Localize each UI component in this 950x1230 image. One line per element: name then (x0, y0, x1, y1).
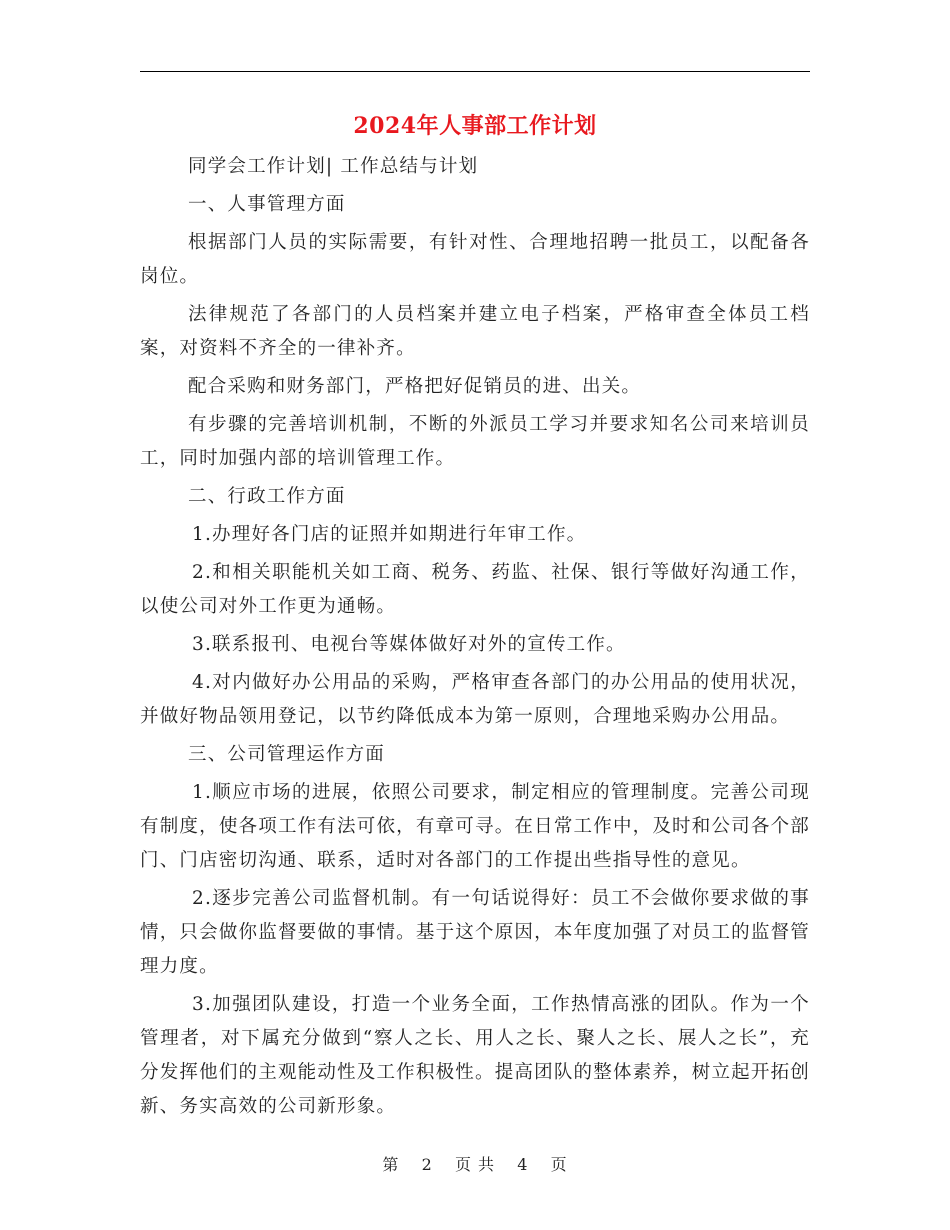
footer-mid: 页 共 (454, 1155, 496, 1174)
list-item: 1.办理好各门店的证照并如期进行年审工作。 (192, 524, 587, 545)
list-item: 3.加强团队建设，打造一个业务全面，工作热情高涨的团队。作为一个管理者，对下属充分做到“察人之长、用人之长、聚人之长、展人之长”，充分发挥他们的主观能动性及工作积极性。提高团队的整体素养，树立起开拓创新、务实高效的公司新形象。 (140, 994, 810, 1117)
current-page-number: 2 (421, 1155, 433, 1174)
document-body (140, 150, 810, 1128)
paragraph: 根据部门人员的实际需要，有针对性、合理地招聘一批员工，以配备各岗位。 (140, 232, 810, 287)
section-heading-management: 三、公司管理运作方面 (188, 744, 386, 765)
section-heading-admin: 二、行政工作方面 (188, 486, 346, 507)
page-footer (140, 1153, 810, 1177)
paragraph: 有步骤的完善培训机制，不断的外派员工学习并要求知名公司来培训员工，同时加强内部的培训管理工作。 (140, 414, 810, 469)
header-rule (140, 71, 810, 72)
subtitle-line: 同学会工作计划| 工作总结与计划 (188, 156, 479, 177)
list-item: 4.对内做好办公用品的采购，严格审查各部门的办公用品的使用状况，并做好物品领用登记，以节约降低成本为第一原则，合理地采购办公用品。 (140, 672, 810, 727)
list-item: 2.和相关职能机关如工商、税务、药监、社保、银行等做好沟通工作，以使公司对外工作更为通畅。 (140, 562, 810, 617)
list-item: 3.联系报刊、电视台等媒体做好对外的宣传工作。 (192, 634, 626, 655)
total-pages-number: 4 (517, 1155, 529, 1174)
paragraph: 法律规范了各部门的人员档案并建立电子档案，严格审查全体员工档案，对资料不齐全的一律补齐。 (140, 304, 810, 359)
paragraph: 配合采购和财务部门，严格把好促销员的进、出关。 (188, 376, 642, 397)
list-item: 2.逐步完善公司监督机制。有一句话说得好：员工不会做你要求做的事情，只会做你监督要做的事情。基于这个原因，本年度加强了对员工的监督管理力度。 (140, 888, 810, 977)
section-heading-hr: 一、人事管理方面 (188, 194, 346, 215)
footer-suffix: 页 (550, 1155, 568, 1174)
document-title: 2024年人事部工作计划 (353, 113, 597, 139)
list-item: 1.顺应市场的进展，依照公司要求，制定相应的管理制度。完善公司现有制度，使各项工作有法可依，有章可寻。在日常工作中，及时和公司各个部门、门店密切沟通、联系，适时对各部门的工作提出些指导性的意见。 (140, 782, 810, 871)
footer-prefix: 第 (382, 1155, 400, 1174)
